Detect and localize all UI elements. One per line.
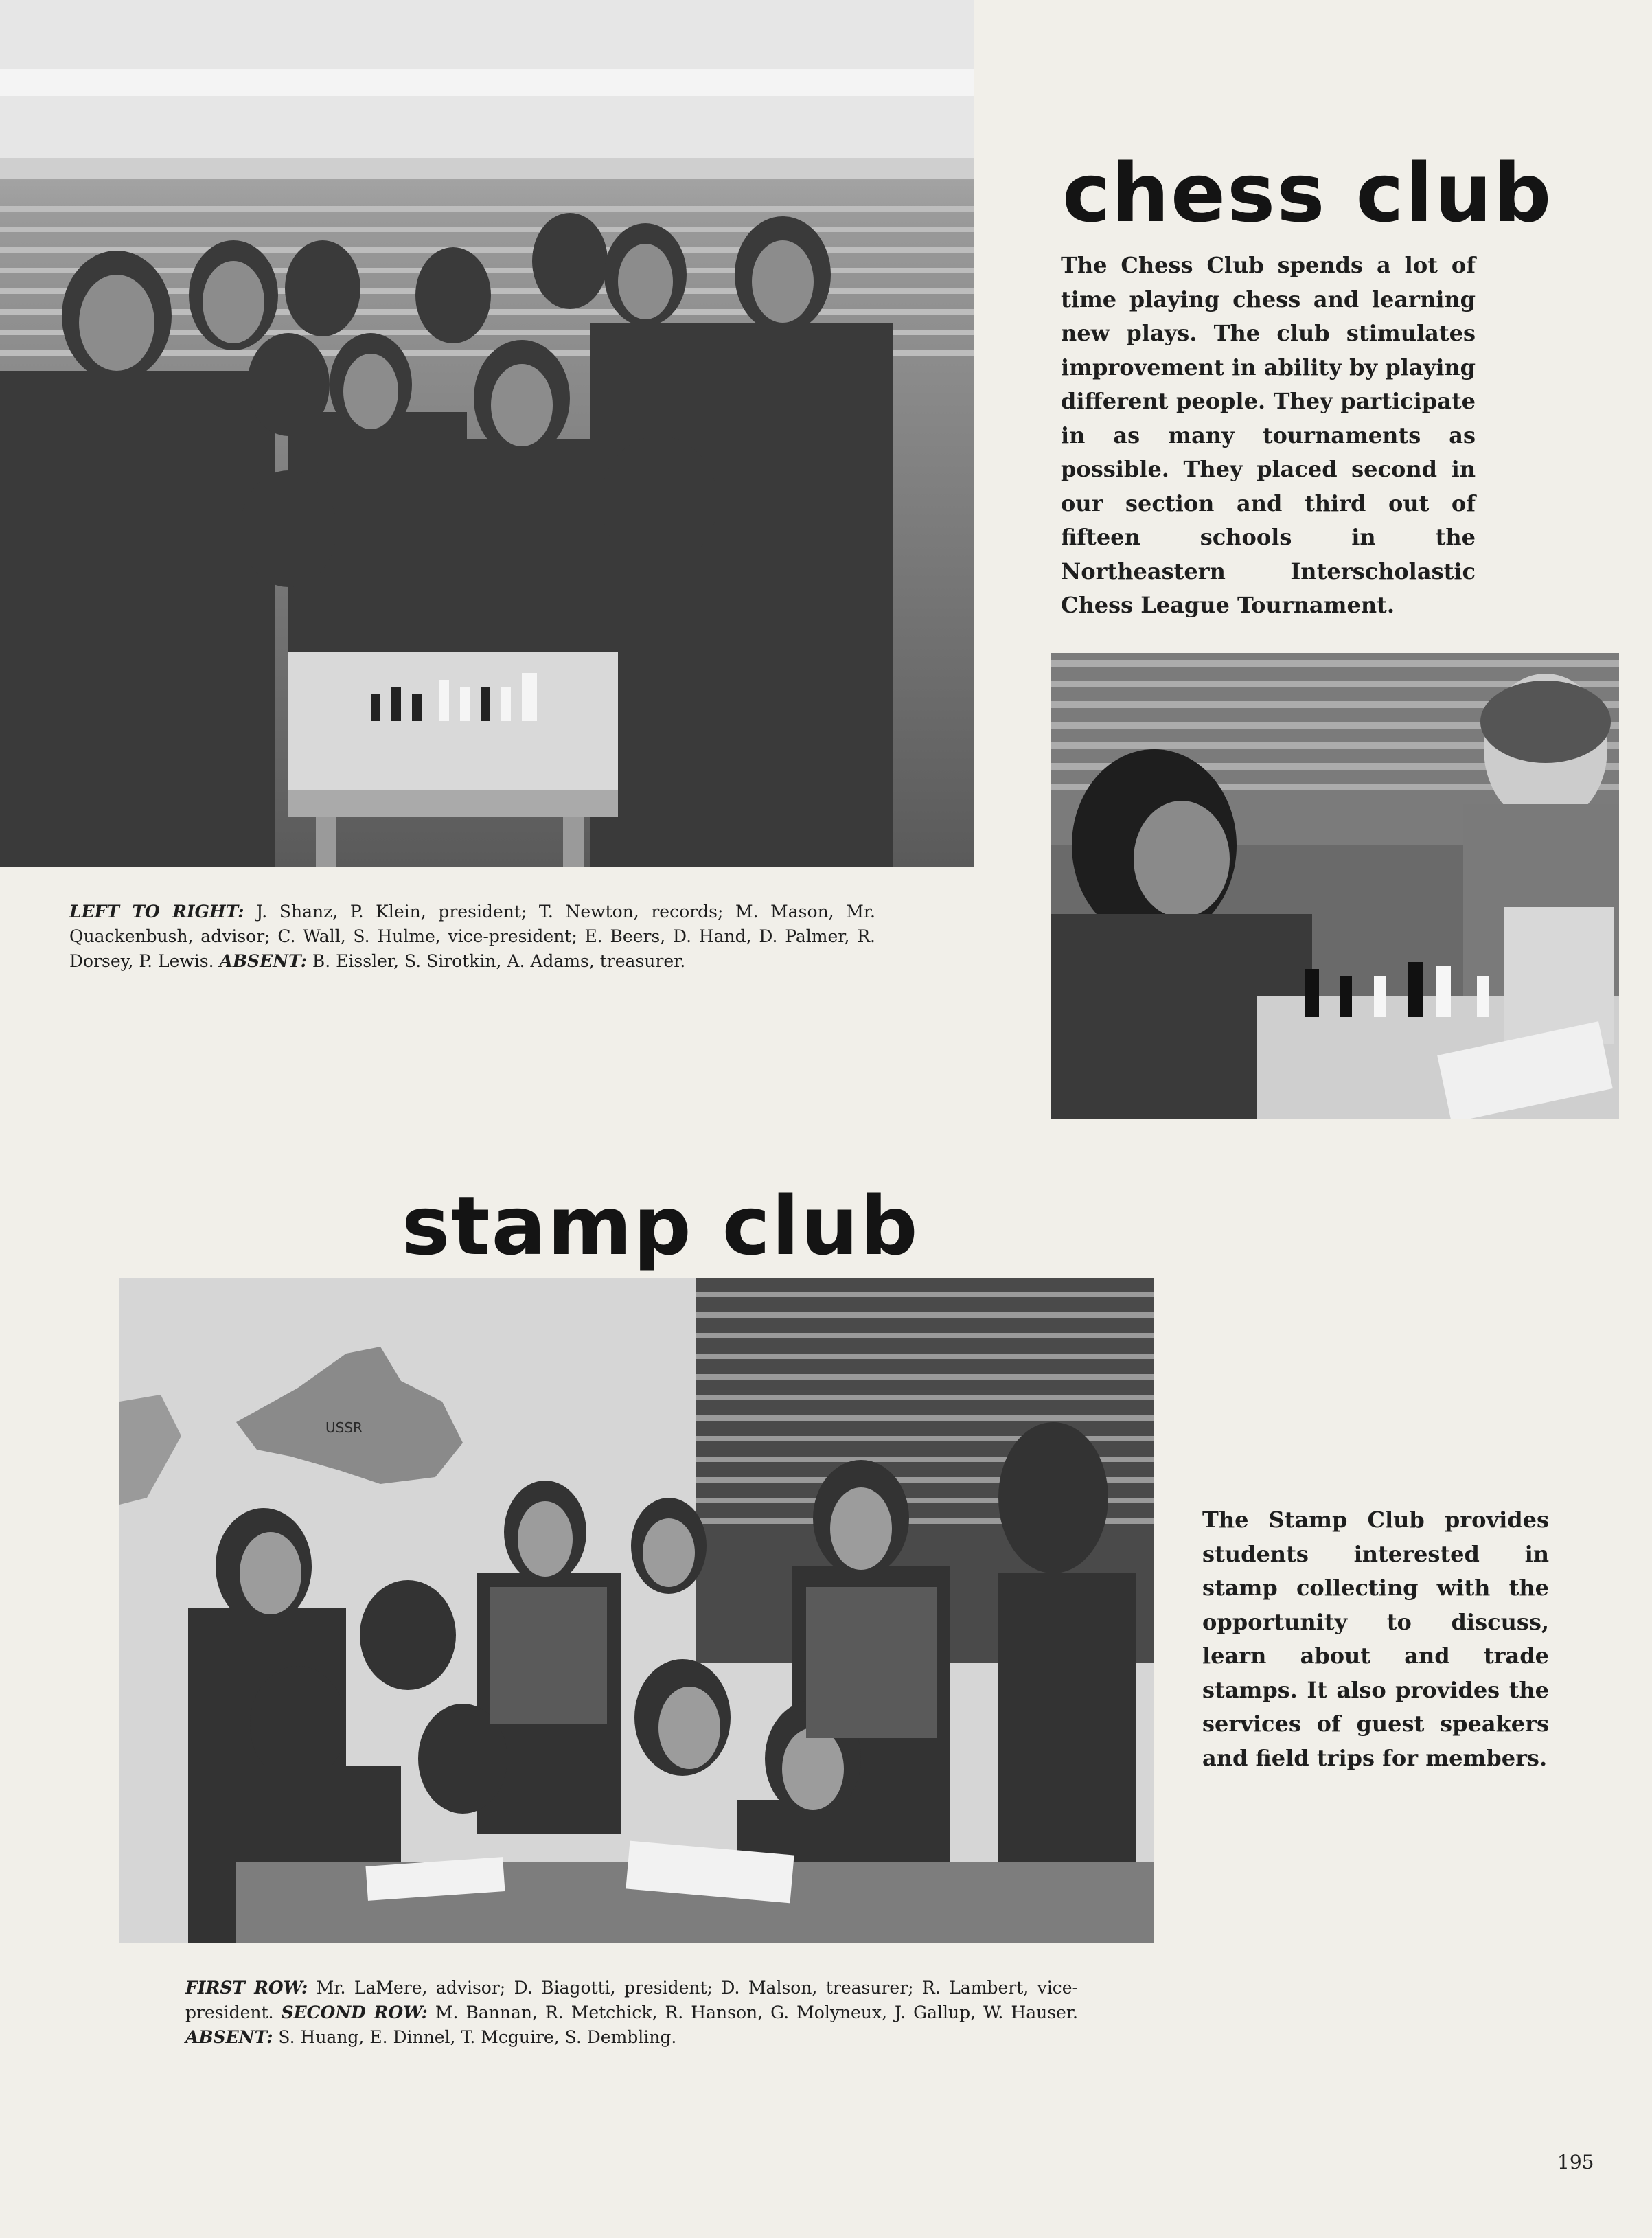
page-number: 195 <box>1557 2151 1594 2173</box>
caption-names: B. Eissler, S. Sirotkin, A. Adams, treasurer. <box>306 951 686 971</box>
stamp-club-group-photo <box>119 1278 1154 1943</box>
caption-label: FIRST ROW: <box>185 1978 308 1998</box>
caption-names: M. Bannan, R. Metchick, R. Hanson, G. Molyneux, J. Gallup, W. Hauser. <box>427 2002 1079 2022</box>
stamp-club-description: The Stamp Club provides students interested in stamp collecting with the opportunity to discuss, learn about and trade stamps. It also provides the services of guest speakers and field trips for members. <box>1202 1507 1549 1771</box>
stamp-club-title: stamp club <box>402 1178 919 1273</box>
chess-club-game-photo <box>1051 653 1619 1119</box>
stamp-club-caption <box>185 1976 1078 2050</box>
chess-club-caption <box>69 900 875 974</box>
chess-club-description: The Chess Club spends a lot of time playing chess and learning new plays. The club stimulates improvement in ability by playing different people. They participate in as many tournaments as possible. They placed second in our section and third out of fifteen schools in the Northeastern Interscholastic Chess League Tournament. <box>1061 252 1476 618</box>
map-ussr-label: USSR <box>325 1419 363 1436</box>
caption-label: SECOND ROW: <box>281 2002 428 2022</box>
caption-label: LEFT TO RIGHT: <box>69 902 244 922</box>
chess-club-group-photo <box>0 0 974 867</box>
caption-names: J. Shanz, P. Klein, president; T. Newton, records; M. Mason, Mr. Quackenbush, advisor; C. Wall, S. Hulme, vice-president; E. Beers, D. Hand, D. Palmer, R. Dorsey, P. Lewis. <box>69 902 876 971</box>
caption-names: S. Huang, E. Dinnel, T. Mcguire, S. Dembling. <box>273 2027 677 2047</box>
caption-names: Mr. LaMere, advisor; D. Biagotti, president; D. Malson, treasurer; R. Lambert, vice-president. <box>185 1978 1078 2022</box>
caption-label: ABSENT: <box>219 951 307 971</box>
chess-club-title: chess club <box>1062 146 1553 240</box>
caption-label: ABSENT: <box>185 2027 273 2047</box>
